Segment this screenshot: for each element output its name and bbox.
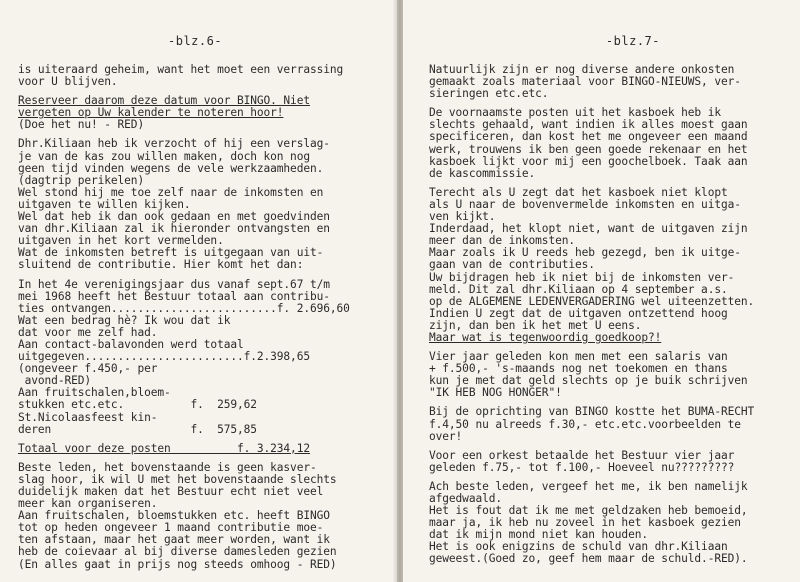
paragraph [18,279,350,436]
text-line: avond-RED) [18,374,91,388]
text-line: Het is ook enigzins de schuld van dhr.Kiliaan [429,540,728,554]
text-line: Beste leden, het bovenstaande is geen kasver- [18,460,317,474]
text-line: meld. Dit zal dhr.Kiliaan op 4 september a.s. [429,282,728,296]
page-number-left: -blz.6- [168,34,223,48]
text-line: meer kan organiseren. [18,497,158,511]
text-line: Terecht als U zegt dat het kasboek niet klopt [429,185,728,199]
paragraph [18,95,350,131]
text-line: de kascommissie. [429,166,536,180]
text-line: geleden f.75,- tot f.100,- Hoeveel nu????????? [429,460,735,474]
text-line: kun je met dat geld slechts op je buik schrijven [429,374,748,388]
paragraph [429,187,754,344]
text-line: voor U blijven. [18,75,118,89]
text-line: Reserveer daarom deze datum voor BINGO. Niet [18,94,310,108]
text-line: duidelijk maken dat het Bestuur echt niet veel [18,485,324,498]
text-line: Totaal voor deze posten f. 3.234,12 [18,441,310,455]
text-line: over! [429,429,463,443]
text-line: "IK HEB NOG HONGER"! [429,386,562,400]
text-line: meer dan de inkomsten. [429,234,575,248]
text-line: specificeren, dan kost het me ongeveer een maand [429,130,748,144]
text-line: Inderdaad, het klopt niet, want de uitgaven zijn [429,222,748,236]
paragraph [429,107,754,180]
text-line: Wel dat heb ik dan ook gedaan en met goedvinden [18,210,330,224]
text-line: Maar zoals ik U reeds heb gezegd, ben ik uitge- [429,246,741,260]
text-line: Aan contact-balavonden werd totaal [18,337,244,351]
text-line: ties ontvangen.........................f. 2.696,60 [18,301,350,315]
text-line: gaan van de contributies. [429,258,595,272]
text-line: kasboek lijkt voor mij een goochelboek. Taak aan [429,154,748,168]
text-line: f.4,50 nu alreeds f.30,- etc.etc.voorbeelden te [429,417,741,431]
text-line: ven kijkt. [429,210,496,224]
paragraph [429,450,754,474]
text-line: Wel stond hij me toe zelf naar de inkomsten en [18,185,324,199]
paragraph [18,138,350,271]
text-line: Maar wat is tegenwoordig goedkoop?! [429,330,662,344]
page-number-right: -blz.7- [605,34,660,48]
text-line: In het 4e verenigingsjaar dus vanaf sept.67 t/m [18,277,330,291]
text-line: (En alles gaat in prijs nog steeds omhoog - RED) [18,557,337,571]
text-line: maar ja, ik heb nu zoveel in het kasboek gezien [429,516,741,530]
text-line: Wat een bedrag hè? Ik wou dat ik [18,313,231,327]
text-line: slechts gehaald, want indien ik alles moest gaan [429,118,748,132]
text-line: uitgaven te willen kijken. [18,197,191,211]
text-line: is uiteraard geheim, want het moet een verrassing [18,63,344,76]
text-line: van dhr.Kiliaan zal ik hieronder ontvangsten en [18,222,330,236]
text-line: Natuurlijk zijn er nog diverse andere onkosten [429,63,735,76]
text-line: mei 1968 heeft het Bestuur totaal aan contribu- [18,289,330,303]
text-line: stukken etc.etc. f. 259,62 [18,398,257,412]
text-line: Bij de oprichting van BINGO kostte het BUMA-RECHT [429,405,755,419]
text-line: Wat de inkomsten betreft is uitgegaan van uit- [18,246,324,260]
text-line: werk, trouwens ik ben geen goede rekenaar en het [429,142,748,156]
text-line: (Doe het nu! - RED) [18,118,145,132]
paragraph [18,462,350,571]
text-line: ten afstaan, maar het gaat meer worden, want ik [18,533,330,547]
text-line: tot op heden ongeveer 1 maand contributie moe- [18,521,324,535]
text-line: Het is fout dat ik me met geldzaken heb bemoeid, [429,504,748,518]
text-line: geen tijd vinden wegens de vele werkzaamheden. [18,161,324,175]
text-line: (ongeveer f.450,- per [18,362,158,376]
paragraph [18,64,350,88]
text-line: zijn, dan ben ik het met U eens. [429,318,642,332]
text-line: Dhr.Kiliaan heb ik verzocht of hij een verslag- [18,137,330,151]
text-line: sluitend de contributie. Hier komt het dan: [18,258,304,272]
text-line: dat ik mijn mond niet kan houden. [429,528,648,542]
text-line: uitgegeven........................f.2.398,65 [18,350,310,364]
text-line: op de ALGEMENE LEDENVERGADERING wel uiteenzetten. [429,294,755,308]
text-line: slag hoor, ik wil U met het bovenstaande slechts [18,472,337,486]
text-line: sieringen etc.etc. [429,87,549,101]
text-line: (dagtrip perikelen) [18,173,145,187]
text-line: Uw bijdragen heb ik niet bij de inkomsten ver- [429,270,735,284]
text-line: je van de kas zou willen maken, doch kon nog [18,149,310,163]
paragraph [429,481,754,566]
text-line: Aan fruitschalen,bloem- [18,386,171,400]
text-line: De voornaamste posten uit het kasboek heb ik [429,106,721,120]
right-page [403,0,800,582]
text-line: dat voor me zelf had. [18,325,158,339]
text-line: Vier jaar geleden kon men met een salaris van [429,350,728,364]
left-page-body [18,64,350,571]
text-line: + f.500,- 's-maands nog net toekomen en thans [429,362,728,376]
text-line: als U naar de bovenvermelde inkomsten en uitga- [429,197,741,211]
text-line: uitgaven in het kort vermelden. [18,234,224,248]
paragraph [429,406,754,442]
left-page [0,0,397,582]
text-line: Ach beste leden, vergeef het me, ik ben namelijk [429,479,748,493]
text-line: gemaakt zoals materiaal voor BINGO-NIEUWS, ver- [429,75,741,89]
text-line: St.Nicolaasfeest kin- [18,410,158,424]
text-line: heb de coievaar al bij diverse damesleden gezien [18,545,337,559]
right-page-body [429,64,754,566]
text-line: Indien U zegt dat de uitgaven ontzettend hoog [429,306,728,320]
text-line: vergeten op Uw kalender te noteren hoor! [18,106,284,120]
paragraph [429,64,754,100]
text-line: deren f. 575,85 [18,422,257,436]
text-line: Aan fruitschalen, bloemstukken etc. heeft BINGO [18,509,330,523]
text-line: Voor een orkest betaalde het Bestuur vier jaar [429,448,735,462]
paragraph [429,351,754,399]
text-line: afgedwaald. [429,492,502,505]
text-line: geweest.(Goed zo, geef hem maar de schuld.-RED). [429,552,748,566]
paragraph [18,443,350,455]
